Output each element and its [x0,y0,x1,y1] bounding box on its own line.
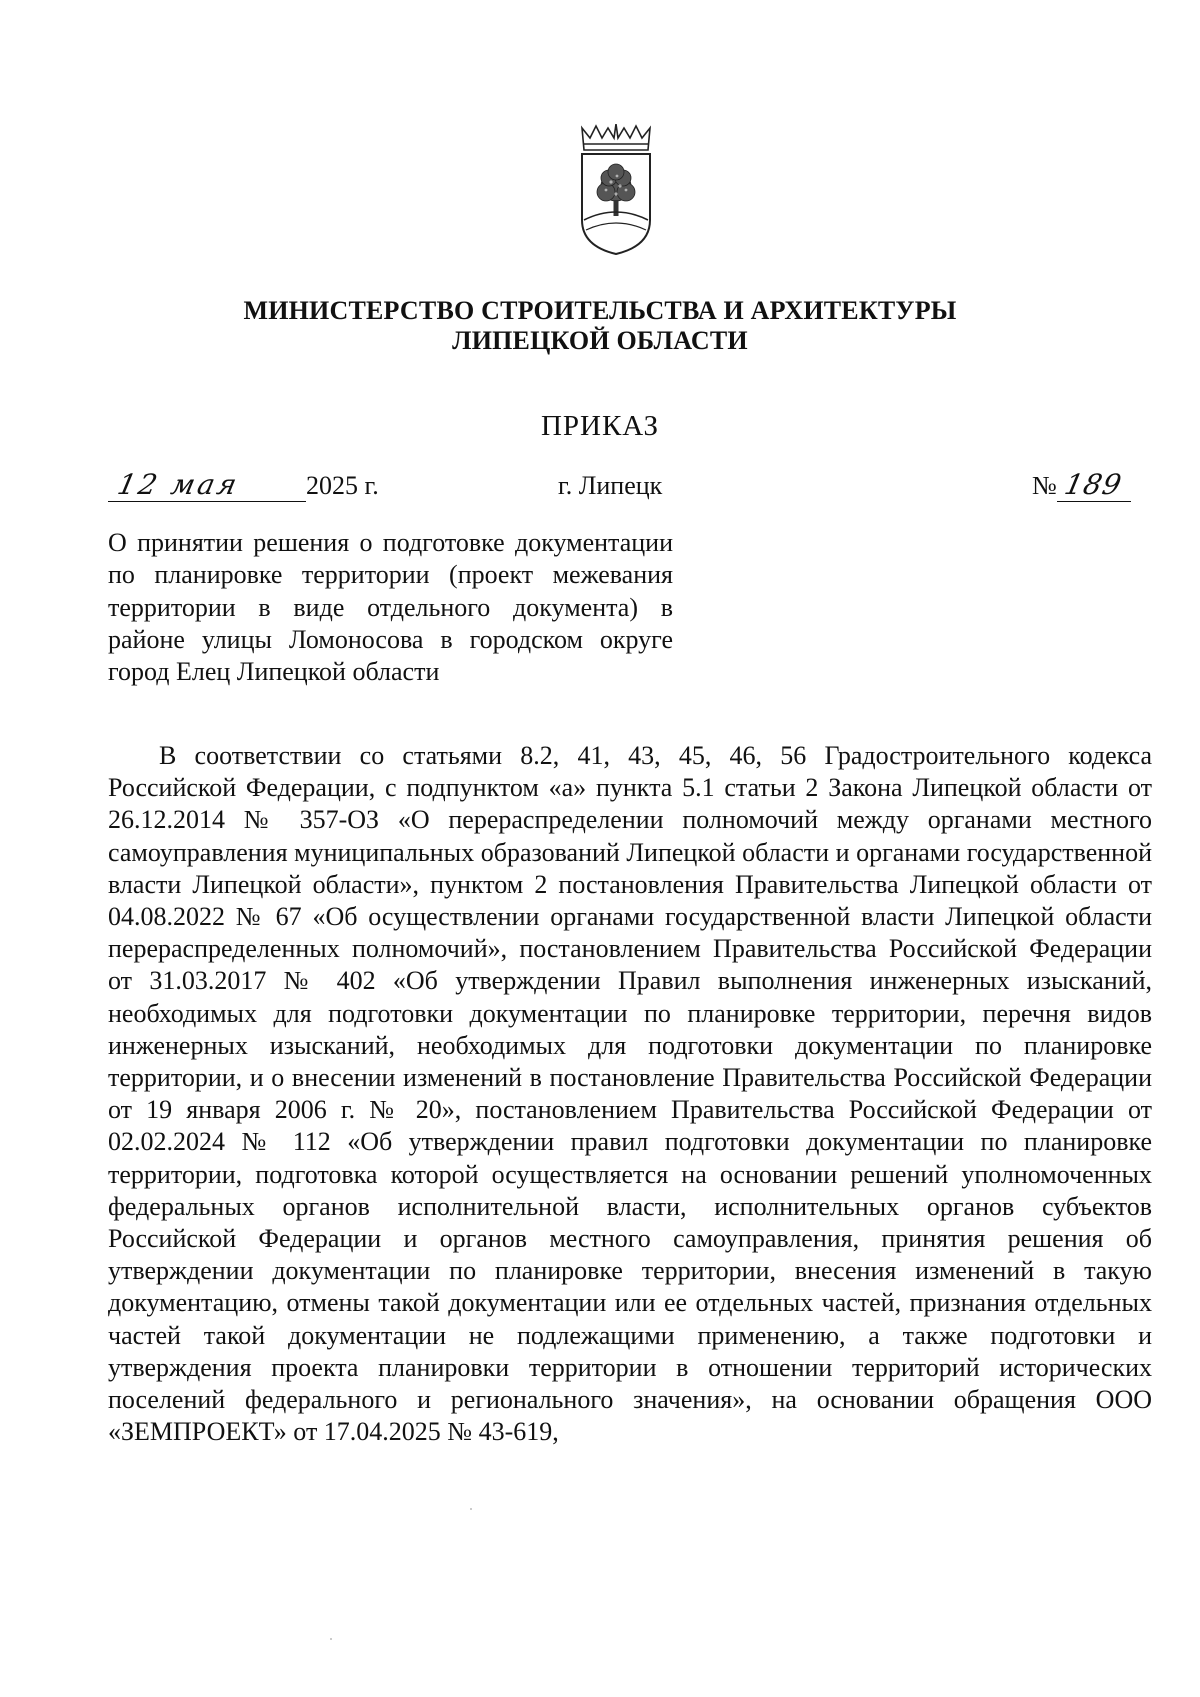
ministry-name-line-1: МИНИСТЕРСТВО СТРОИТЕЛЬСТВА И АРХИТЕКТУРЫ [243,296,957,325]
handwritten-date-field [108,468,306,502]
order-number [1032,470,1162,502]
scan-speck [470,1508,472,1510]
handwritten-date: 12 мая [114,468,243,501]
handwritten-number: 189 [1061,468,1125,501]
handwritten-number-field [1057,468,1131,502]
ministry-name-line-2: ЛИПЕЦКОЙ ОБЛАСТИ [452,326,748,355]
order-subject: О принятии решения о подготовке документации по планировке территории (проект межевания территории в виде отдельного документа) в районе улицы Ломоносова в городском округе город Елец Липецкой области [108,528,673,687]
order-preamble-paragraph: В соответствии со статьями 8.2, 41, 43, 45, 46, 56 Градостроительного кодекса Российской Федерации, с подпунктом «а» пункта 5.1 статьи 2 Закона Липецкой области от 26.12.2014 № 357-ОЗ «О перераспределении полномочий между органами местного самоуправления муниципальных образований Липецкой области и органами государственной власти Липецкой области», пунктом 2 постановления Правительства Липецкой области от 04.08.2022 № 67 «Об осуществлении органами государственной власти Липецкой области перераспределенных полномочий», постановлением Правительства Российской Федерации от 31.03.2017 № 402 «Об утверждении Правил выполнения инженерных изысканий, необходимых для подготовки документации по планировке территории, перечня видов инженерных изысканий, необходимых для подготовки документации по планировке территории, и о внесении изменений в постановление Правительства Российской Федерации от 19 января 2006 г. № 20», постановлением Правительства Российской Федерации от 02.02.2024 № 112 «Об утверждении правил подготовки документации по планировке территории, подготовка которой осуществляется на основании решений уполномоченных федеральных органов исполнительной власти, исполнительных органов субъектов Российской Федерации и органов местного самоуправления, принятия решения об утверждении документации по планировке территории, внесения изменений в такую документацию, отмены такой документации или ее отдельных частей, признания отдельных частей такой документации не подлежащими применению, а также подготовки и утверждения проекта планировки территории в отношении территорий исторических поселений федерального и регионального значения», на основании обращения ООО «ЗЕМПРОЕКТ» от 17.04.2025 № 43-619, [108,741,1152,1447]
document-type-title: ПРИКАЗ [540,410,660,442]
scan-speck [330,1638,332,1640]
order-city: г. Липецк [558,471,663,500]
lipetsk-coat-of-arms-icon [576,124,656,256]
order-date [108,470,408,502]
order-year: 2025 г. [306,471,379,500]
number-sign: № [1032,471,1057,500]
